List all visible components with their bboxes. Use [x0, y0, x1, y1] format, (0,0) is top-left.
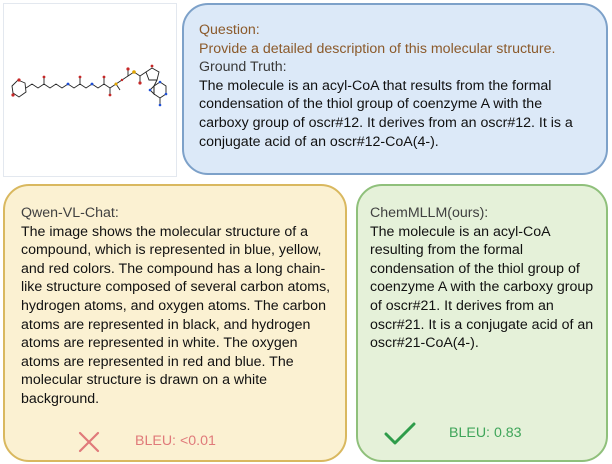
qwen-bleu-score: BLEU: <0.01: [135, 433, 216, 449]
chemmllm-model-label: ChemMLLM(ours):: [370, 205, 489, 221]
molecule-drawing: [4, 4, 176, 176]
qwen-response-text: The image shows the molecular structure of a compound, which is represented in blue, yellow, and red colors. The compound has a long chain-like structure composed of several carbon atoms, hydrogen atoms, and oxygen atoms. The carbon atoms are represented in black, and hydrogen atoms are represented in white. The oxygen atoms are represented in red and blue. The molecular structure is drawn on a white background.: [21, 223, 331, 407]
chemmllm-bleu-score: BLEU: 0.83: [449, 425, 522, 441]
question-label: Question:: [199, 22, 260, 38]
chemmllm-response-text: The molecule is an acyl-CoA resulting from the formal condensation of the thiol group of coenzyme A with the carboxy group of oscr#21. It derives from an oscr#21. It is a conjugate acid of an oscr#21-CoA(4-).: [370, 223, 594, 352]
question-panel: [182, 3, 608, 175]
cross-icon: [78, 431, 100, 453]
question-text: Provide a detailed description of this molecular structure.: [199, 40, 556, 57]
ground-truth-text: The molecule is an acyl-CoA that results from the formal condensation of the thiol group of coenzyme A with the carboxy group of oscr#12. It derives from an oscr#12. It is a conjugate acid of an oscr#12-CoA(4-).: [199, 77, 573, 150]
molecule-structure-image: [3, 3, 177, 177]
qwen-panel: [3, 184, 347, 462]
qwen-model-label: Qwen-VL-Chat:: [21, 205, 119, 221]
ground-truth-label: Ground Truth:: [199, 59, 287, 76]
check-icon: [384, 421, 416, 447]
